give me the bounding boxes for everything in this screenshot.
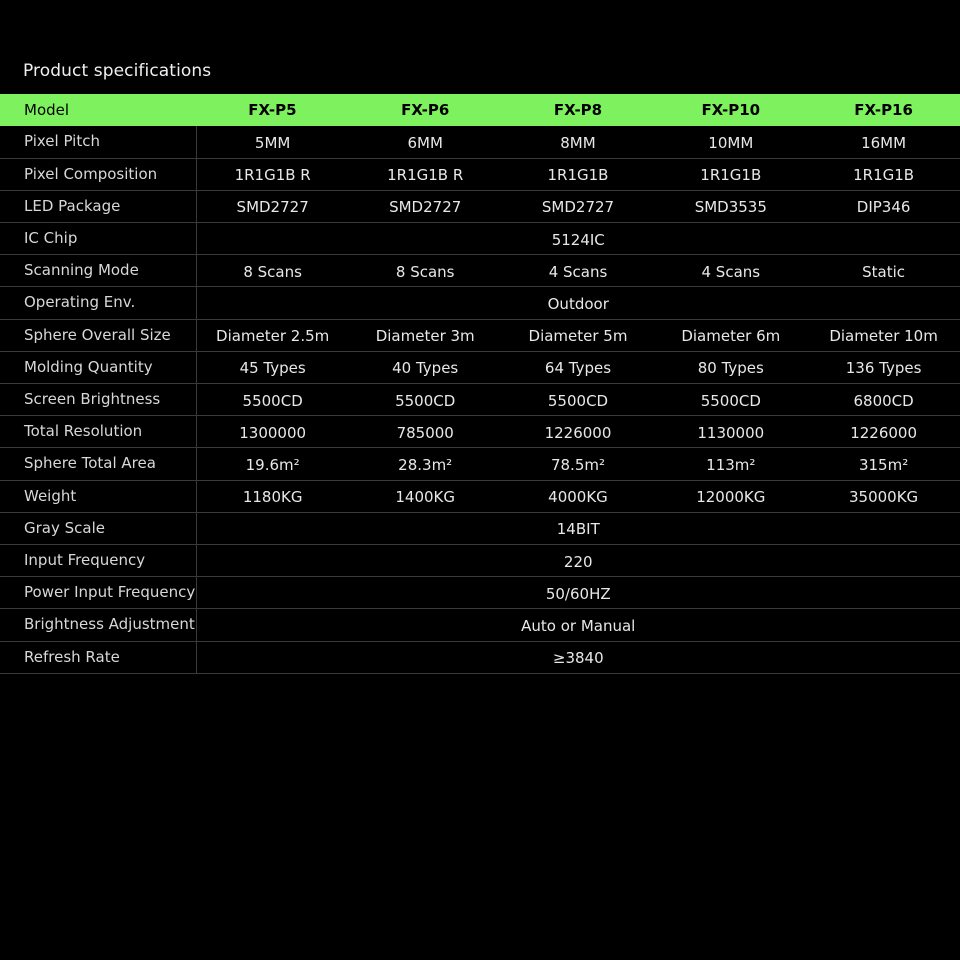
table-cell: 1R1G1B [502,158,655,190]
table-cell: 6MM [349,126,502,158]
table-cell: 4 Scans [502,255,655,287]
table-header-row [0,94,960,126]
table-cell: 1R1G1B R [349,158,502,190]
row-label: Pixel Pitch [0,126,196,158]
table-row [0,480,960,512]
table-cell: 4 Scans [654,255,807,287]
table-cell: 785000 [349,416,502,448]
table-row [0,512,960,544]
merged-cell: 5124IC [196,223,960,255]
table-cell: 1130000 [654,416,807,448]
table-cell: Diameter 10m [807,319,960,351]
table-row [0,416,960,448]
header-model-fx-p8: FX-P8 [553,101,603,119]
table-cell: 28.3m² [349,448,502,480]
table-cell: 1R1G1B [807,158,960,190]
merged-cell: 50/60HZ [196,577,960,609]
table-cell: 8 Scans [349,255,502,287]
table-cell: 1226000 [502,416,655,448]
table-cell: 45 Types [196,351,349,383]
row-label: Gray Scale [0,512,196,544]
header-model-fx-p10: FX-P10 [701,101,761,119]
table-row [0,190,960,222]
table-cell: 16MM [807,126,960,158]
row-label: Operating Env. [0,287,196,319]
row-label: Brightness Adjustment [0,609,196,641]
table-cell: SMD2727 [196,190,349,222]
table-cell: 136 Types [807,351,960,383]
table-cell: 5MM [196,126,349,158]
table-row [0,287,960,319]
table-cell: 315m² [807,448,960,480]
table-row [0,577,960,609]
table-cell: 4000KG [502,480,655,512]
table-cell: 40 Types [349,351,502,383]
row-label: IC Chip [0,223,196,255]
table-cell: Diameter 5m [502,319,655,351]
table-cell: SMD2727 [349,190,502,222]
table-cell: 12000KG [654,480,807,512]
header-model-fx-p5: FX-P5 [248,101,297,119]
table-cell: Static [807,255,960,287]
specifications-table [0,94,960,674]
row-label: Total Resolution [0,416,196,448]
table-cell: 1180KG [196,480,349,512]
table-cell: 10MM [654,126,807,158]
table-cell: 6800CD [807,384,960,416]
row-label: Input Frequency [0,544,196,576]
table-cell: 78.5m² [502,448,655,480]
row-label: Sphere Total Area [0,448,196,480]
table-cell: SMD2727 [502,190,655,222]
merged-cell: Outdoor [196,287,960,319]
table-row [0,255,960,287]
table-cell: 1R1G1B [654,158,807,190]
row-label: LED Package [0,190,196,222]
header-model-fx-p6: FX-P6 [401,101,450,119]
row-label: Power Input Frequency [0,577,196,609]
table-row [0,351,960,383]
page-title: Product specifications [23,61,212,81]
table-cell: 80 Types [654,351,807,383]
merged-cell: 14BIT [196,512,960,544]
table-row [0,319,960,351]
table-cell: SMD3535 [654,190,807,222]
table-cell: 1300000 [196,416,349,448]
merged-cell: 220 [196,544,960,576]
table-cell: 5500CD [502,384,655,416]
table-cell: 8MM [502,126,655,158]
table-cell: 19.6m² [196,448,349,480]
table-row [0,384,960,416]
table-cell: Diameter 2.5m [196,319,349,351]
table-cell: 5500CD [349,384,502,416]
table-cell: 1R1G1B R [196,158,349,190]
merged-cell: ≥3840 [196,641,960,673]
header-label-model: Model [24,101,70,119]
row-label: Refresh Rate [0,641,196,673]
table-cell: 35000KG [807,480,960,512]
table-cell: 1400KG [349,480,502,512]
table-row [0,641,960,673]
table-cell: Diameter 6m [654,319,807,351]
table-cell: 8 Scans [196,255,349,287]
row-label: Pixel Composition [0,158,196,190]
table-row [0,126,960,158]
header-model-fx-p16: FX-P16 [854,101,913,119]
table-cell: 113m² [654,448,807,480]
table-cell: 5500CD [654,384,807,416]
table-cell: DIP346 [807,190,960,222]
row-label: Molding Quantity [0,351,196,383]
row-label: Sphere Overall Size [0,319,196,351]
table-row [0,158,960,190]
table-cell: 5500CD [196,384,349,416]
table-row [0,448,960,480]
row-label: Scanning Mode [0,255,196,287]
table-cell: 1226000 [807,416,960,448]
table-row [0,544,960,576]
table-cell: 64 Types [502,351,655,383]
row-label: Screen Brightness [0,384,196,416]
table-row [0,609,960,641]
table-row [0,223,960,255]
row-label: Weight [0,480,196,512]
merged-cell: Auto or Manual [196,609,960,641]
table-cell: Diameter 3m [349,319,502,351]
